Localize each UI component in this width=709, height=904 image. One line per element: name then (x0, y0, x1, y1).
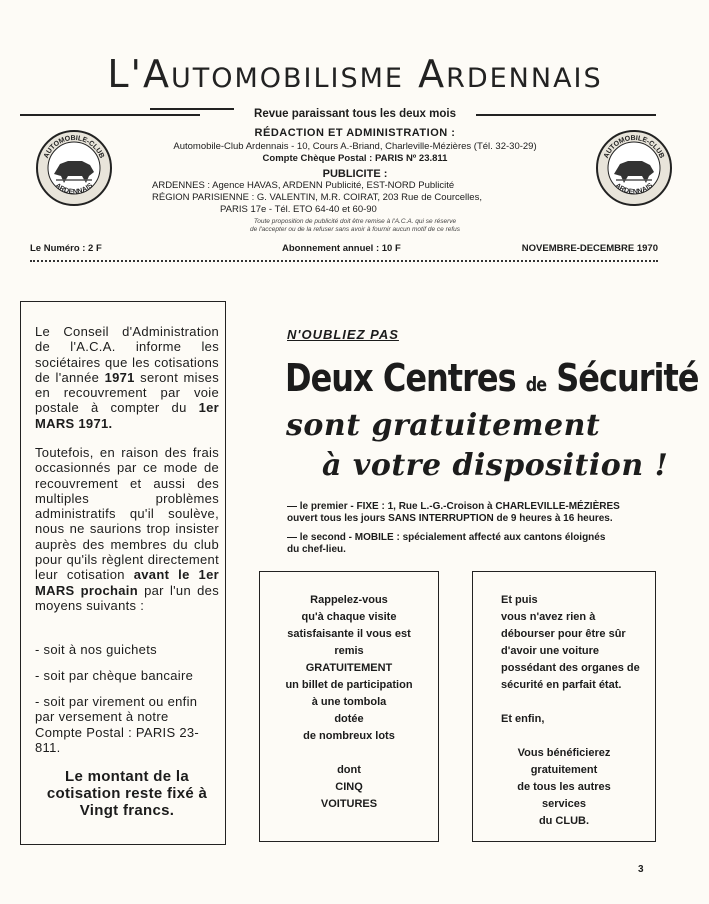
box-line: de tous les autres (517, 781, 611, 793)
notice-text: Toutefois, en raison des frais occasionnés par ce mode de recouvrement et aussi des multiples problèmes administratifs qu'il soulève, nous ne saurions trop insister auprès des membres du club pour qu'ils règlent directement leur cotisation (35, 445, 219, 583)
first-centre-line-2: ouvert tous les jours SANS INTERRUPTION de 9 heures à 16 heures. (287, 513, 613, 524)
emblem-bottom-text: ARDENNAIS (613, 182, 655, 196)
box-line: de nombreux lots (303, 730, 395, 742)
publicite-heading: PUBLICITE : (322, 168, 388, 180)
box-line: d'avoir une voiture (501, 645, 599, 657)
publicite-paris-tel: PARIS 17e - Tél. ETO 64-40 et 60-90 (220, 204, 377, 215)
box-line: sécurité en parfait état. (501, 679, 622, 691)
box-line: Et puis (501, 594, 538, 606)
fee-closing: Le montant de la cotisation reste fixé à Vingt francs. (46, 768, 208, 819)
deadline-text: avant le 1er MARS prochain (35, 567, 219, 598)
notice-text: par l'un des moyens suivants : (35, 582, 220, 613)
box-line: Et enfin, (501, 713, 545, 725)
script-line-2: à votre disposition ! (322, 448, 669, 483)
notice-paragraph-2 (35, 445, 219, 613)
membership-notice-box (20, 301, 226, 845)
box-line: Vous bénéficierez (517, 747, 611, 759)
box-line: dotée (334, 713, 364, 725)
box-line: un billet de participation (285, 679, 413, 691)
box-line: Rappelez-vous (310, 594, 388, 606)
headline-part: de (525, 373, 547, 396)
box-line: possédant des organes de (501, 662, 640, 674)
second-centre-line-2: du chef-lieu. (287, 544, 346, 555)
first-centre-line-1: — le premier - FIXE : 1, Rue L.-G.-Croison à CHARLEVILLE-MÉZIÈRES (287, 501, 620, 512)
masthead-title: L'Automobilisme Ardennais (107, 52, 603, 96)
box-line (501, 694, 655, 711)
tombola-box (259, 571, 439, 842)
postal-account: Compte Chèque Postal : PARIS Nº 23.811 (262, 153, 448, 164)
notice-line-1: Toute proposition de publicité doit être remise à l'A.C.A. qui se réserve (253, 218, 457, 225)
issue-price: Le Numéro : 2 F (30, 243, 102, 254)
payment-option-3: - soit par virement ou enfin par versement à notre Compte Postal : PARIS 23-811. (35, 694, 200, 755)
payment-option-1: - soit à nos guichets (35, 642, 157, 657)
emblem-top-text: AUTOMOBILE-CLUB (602, 134, 666, 160)
notice-text: Le Conseil d'Administration de l'A.C.A. informe les sociétaires que les cotisations de l'année (35, 324, 219, 385)
headline (285, 355, 698, 401)
box-line (260, 745, 438, 762)
box-line: dont (337, 764, 361, 776)
box-line: qu'à chaque visite (301, 611, 397, 623)
notice-date: 1er MARS 1971. (35, 400, 219, 431)
page-number: 3 (638, 864, 644, 875)
emblem-bottom-text: ARDENNAIS (53, 182, 95, 196)
publicite-paris: RÉGION PARISIENNE : G. VALENTIN, M.R. COIRAT, 203 Rue de Courcelles, (152, 192, 482, 203)
issue-date: NOVEMBRE-DECEMBRE 1970 (521, 243, 658, 254)
club-emblem-right (594, 128, 674, 208)
notice-year: 1971 (104, 369, 135, 385)
subtitle: Revue paraissant tous les deux mois (254, 108, 456, 120)
payment-option-2: - soit par chèque bancaire (35, 668, 194, 683)
box-line: débourser pour être sûr (501, 628, 626, 640)
notice-text: seront mises en recouvrement par voie postale à compter du (35, 369, 219, 416)
box-line: satisfaisante il vous est (287, 628, 411, 640)
headline-part: Sécurité (556, 355, 699, 401)
masthead-dotted-rule (30, 260, 658, 262)
free-services-box (472, 571, 656, 842)
notice-paragraph-1 (35, 324, 219, 431)
kicker: N'OUBLIEZ PAS (287, 327, 399, 342)
box-line: remis (334, 645, 364, 657)
box-line: GRATUITEMENT (305, 662, 393, 674)
box-line: vous n'avez rien à (501, 611, 596, 623)
notice-line-2: de l'accepter ou de la refuser sans avoir à fournir aucun motif de ce refus (249, 226, 461, 233)
headline-part: Deux Centres (285, 355, 516, 401)
redaction-heading: RÉDACTION ET ADMINISTRATION : (254, 127, 456, 139)
subscription-price: Abonnement annuel : 10 F (282, 243, 401, 254)
box-line: CINQ (335, 781, 363, 793)
box-line: VOITURES (320, 798, 378, 810)
publicite-ardennes: ARDENNES : Agence HAVAS, ARDENN Publicité, EST-NORD Publicité (152, 180, 455, 191)
emblem-top-text: AUTOMOBILE-CLUB (42, 134, 106, 160)
box-line: à une tombola (311, 696, 387, 708)
box-line (501, 728, 655, 745)
box-line: gratuitement (530, 764, 598, 776)
script-line-1: sont gratuitement (286, 408, 601, 443)
second-centre-line-1: — le second - MOBILE : spécialement affecté aux cantons éloignés (287, 532, 606, 543)
redaction-address: Automobile-Club Ardennais - 10, Cours A.-Briand, Charleville-Mézières (Tél. 32-30-29) (173, 141, 537, 152)
club-emblem-left (34, 128, 114, 208)
box-line: services (541, 798, 587, 810)
box-line: du CLUB. (538, 815, 590, 827)
